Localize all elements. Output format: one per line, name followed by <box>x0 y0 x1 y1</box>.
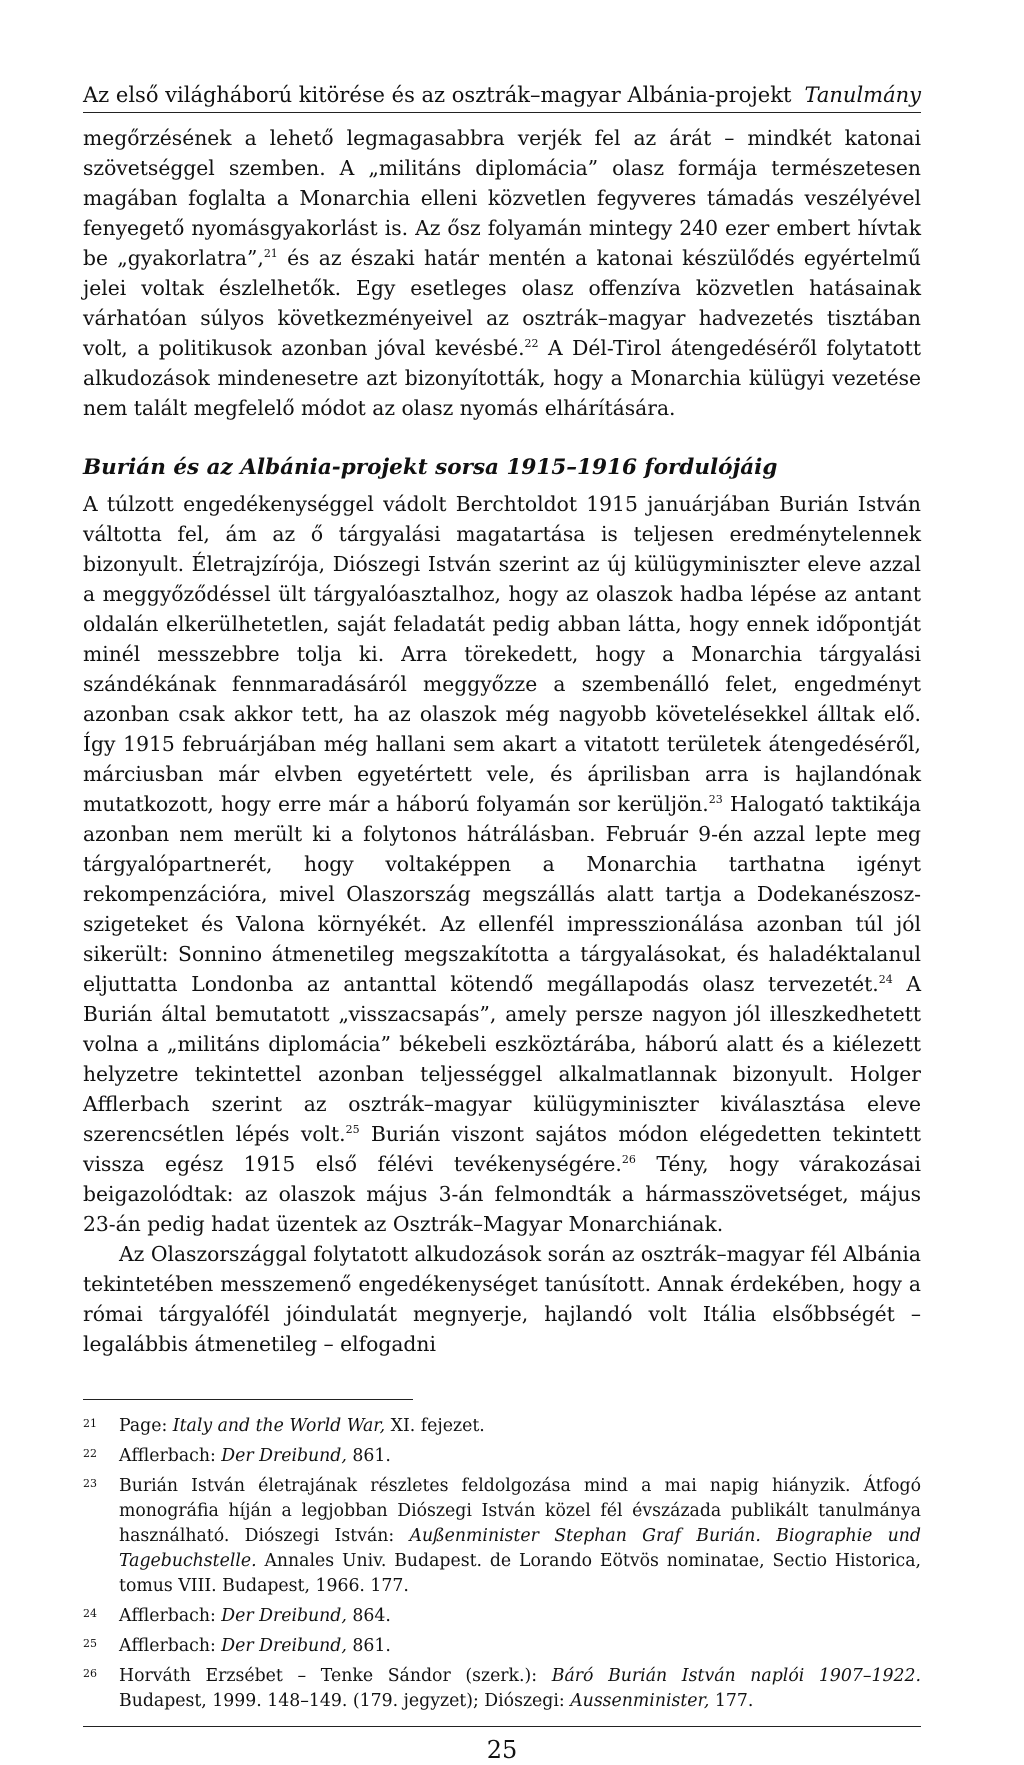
footnote <box>83 1664 921 1714</box>
text-run: 861. <box>346 1446 391 1466</box>
running-title: Az első világháború kitörése és az osztrák–magyar Albánia-projekt <box>83 83 792 107</box>
running-head <box>83 82 921 113</box>
citation-title: Aussenminister, <box>570 1691 710 1711</box>
footnote-text <box>119 1414 921 1439</box>
footnote-text <box>119 1604 921 1629</box>
footnote-separator <box>83 1399 413 1400</box>
text-run: Afflerbach: <box>119 1636 222 1656</box>
text-run: Burián viszont sajátos módon elégedetten tekintett vissza egész 1915 első félévi tevékenységére. <box>83 1122 921 1176</box>
footnote-text <box>119 1664 921 1714</box>
text-run: és az északi határ mentén a katonai készülődés egyértelmű jelei voltak észlelhetők. Egy esetleges olasz offenzíva közvetlen hatásainak várhatóan súlyos következményeivel az osztrák–magyar hadvezetés tisztában volt, a politikusok azonban jóval kevésbé. <box>83 246 921 360</box>
paragraph <box>83 123 921 423</box>
footnote-ref[interactable]: 23 <box>708 793 723 807</box>
footnote-number: 26 <box>83 1667 97 1680</box>
paragraph: Az Olaszországgal folytatott alkudozások során az osztrák–magyar fél Albánia tekintetében messzemenő engedékenységet tanúsított. Annak érdekében, hogy a római tárgyalófél jóindulatát megnyerje, hajlandó volt Itália elsőbbségét – legalábbis átmenetileg – elfogadni <box>83 1242 921 1356</box>
footnote-number: 23 <box>83 1477 97 1490</box>
footnote <box>83 1604 921 1629</box>
footnote-ref[interactable]: 22 <box>524 337 539 351</box>
footnote-text <box>119 1444 921 1469</box>
text-run: Tény, hogy várakozásai beigazolódtak: az olaszok május 3-án felmondták a hármasszövetséget, május 23-án pedig hadat üzentek az Osztrák–Magyar Monarchiának. <box>83 1152 921 1236</box>
footnote-text <box>119 1474 921 1599</box>
text-run: megőrzésének a lehető legmagasabbra verjék fel az árát – mindkét katonai szövetséggel szemben. A „militáns diplomácia” olasz formája természetesen magában foglalta a Monarchia elleni közvetlen fegyveres támadás veszélyével fenyegető nyomásgyakorlást is. Az ősz folyamán mintegy 240 ezer embert hívtak be „gyakorlatra”, <box>83 126 921 270</box>
section-heading: Burián és az Albánia-projekt sorsa 1915–1916 fordulójáig <box>83 455 778 480</box>
footnote-text <box>119 1634 921 1659</box>
text-run: A Burián által bemutatott „visszacsapás”, amely persze nagyon jól illeszkedhetett volna a „militáns diplomácia” békebeli eszköztárába, háború alatt és a kiélezett helyzetre tekintettel azonban teljességgel alkalmatlannak bizonyult. Holger Afflerbach szerint az osztrák–magyar külügyminiszter kiválasztása eleve szerencsétlen lépés volt. <box>83 972 922 1146</box>
text-run: Page: <box>119 1416 173 1436</box>
footnote-ref[interactable]: 25 <box>345 1123 360 1137</box>
citation-title: Der Dreibund, <box>221 1606 347 1626</box>
footnote-number: 22 <box>83 1447 97 1460</box>
text-run: A Dél-Tirol átengedéséről folytatott alkudozások mindenesetre azt bizonyították, hogy a Monarchia külügyi vezetése nem talált megfelelő módot az olasz nyomás elhárítására. <box>83 336 921 420</box>
footnote <box>83 1444 921 1469</box>
citation-title: Italy and the World War, <box>172 1416 386 1436</box>
text-run: Budapest, 1999. 148–149. (179. jegyzet); Diószegi: <box>119 1691 571 1711</box>
text-run: 177. <box>709 1691 754 1711</box>
footnote <box>83 1414 921 1439</box>
footnote-ref[interactable]: 26 <box>621 1153 636 1167</box>
section-label: Tanulmány <box>804 83 921 107</box>
bottom-rule <box>83 1726 921 1727</box>
text-run: Annales Univ. Budapest. de Lorando Eötvös nominatae, Sectio Historica, tomus VIII. Budapest, 1966. 177. <box>119 1551 921 1596</box>
footnote-ref[interactable]: 21 <box>263 247 278 261</box>
page <box>83 82 921 1765</box>
paragraph <box>83 489 921 1239</box>
text-run: Halogató taktikája azonban nem merült ki a folytonos hátrálásban. Február 9-én azzal lepte meg tárgyalópartnerét, hogy voltaképpen a Monarchia tarthatna igényt rekompenzációra, mivel Olaszország megszállás alatt tartja a Dodekanészosz-szigeteket és Valona környékét. Az ellenfél impresszionálása azonban túl jól sikerült: Sonnino átmenetileg megszakította a tárgyalásokat, és haladéktalanul eljuttatta Londonba az antanttal kötendő megállapodás olasz tervezetét. <box>83 792 922 996</box>
page-number: 25 <box>486 1736 518 1764</box>
text-run: A túlzott engedékenységgel vádolt Berchtoldot 1915 januárjában Burián István váltotta fel, ám az ő tárgyalási magatartása is teljesen eredménytelennek bizonyult. Életrajzírója, Diószegi István szerint az új külügyminiszter eleve azzal a meggyőződéssel ült tárgyalóasztalhoz, hogy az olaszok hadba lépése az antant oldalán elkerülhetetlen, saját feladatát pedig abban látta, hogy ennek időpontját minél messzebbre tolja ki. Arra törekedett, hogy a Monarchia tárgyalási szándékának fennmaradásáról meggyőzze a szembenálló felet, engedményt azonban csak akkor tett, ha az olaszok még nagyobb követelésekkel álltak elő. Így 1915 februárjában még hallani sem akart a vitatott területek átengedéséről, márciusban már elvben egyetértett vele, és áprilisban arra is hajlandónak mutatkozott, hogy erre már a háború folyamán sor kerüljön. <box>83 492 921 816</box>
citation-title: Außenminister Stephan Graf Burián. Biographie und Tagebuchstelle. <box>119 1526 921 1571</box>
citation-title: Der Dreibund, <box>221 1446 347 1466</box>
text-run: Burián István életrajának részletes feldolgozása mind a mai napig hiányzik. Átfogó monográfia híján a legjobban Diószegi István közel fél évszázada publikált tanulmánya használható. Diószegi István: <box>119 1476 921 1546</box>
text-run: XI. fejezet. <box>385 1416 485 1436</box>
text-run: 861. <box>346 1636 391 1656</box>
text-run: Horváth Erzsébet – Tenke Sándor (szerk.): <box>119 1666 552 1686</box>
text-run: 864. <box>346 1606 391 1626</box>
footnote <box>83 1474 921 1599</box>
footnote <box>83 1634 921 1659</box>
text-run: Afflerbach: <box>119 1606 222 1626</box>
footnote-number: 25 <box>83 1637 97 1650</box>
footnote-number: 21 <box>83 1417 97 1430</box>
footnote-number: 24 <box>83 1607 97 1620</box>
citation-title: Der Dreibund, <box>221 1636 347 1656</box>
footnote-ref[interactable]: 24 <box>878 973 893 987</box>
text-run: Afflerbach: <box>119 1446 222 1466</box>
citation-title: Báró Burián István naplói 1907–1922. <box>551 1666 921 1686</box>
